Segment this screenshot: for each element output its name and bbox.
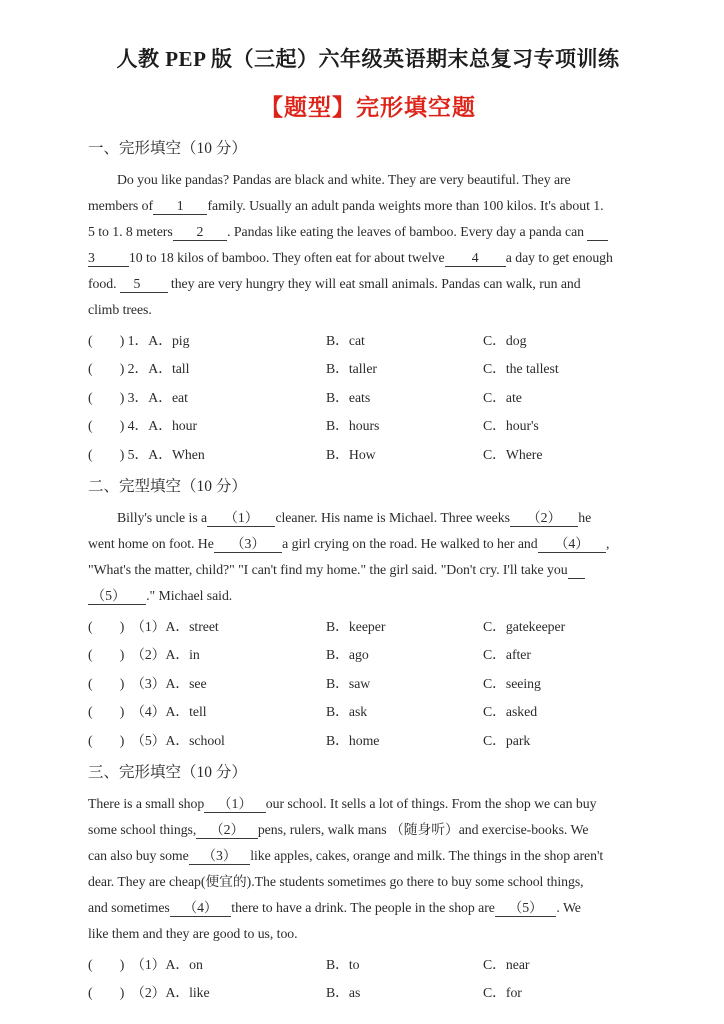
option-a: A．see (165, 675, 207, 691)
option-a-cell (88, 327, 326, 355)
option-c: C．seeing (483, 675, 541, 691)
passage-line: climb trees. (88, 302, 152, 317)
option-c: C．dog (483, 333, 527, 348)
passage-line: "What's the matter, child?" "I can't find my home." the girl said. "Don't cry. I'll take you (88, 557, 648, 583)
option-c: C．asked (483, 704, 538, 720)
option-a: A．pig (148, 333, 190, 348)
blank-underline: 2 (172, 224, 228, 239)
passage-line: 5 to 1. 8 meters 2 . Pandas like eating the leaves of bamboo. Every day a panda can (88, 219, 648, 245)
passage-line: can also buy some （3） like apples, cakes, orange and milk. The things in the shop aren't (88, 847, 604, 863)
section-2-passage (88, 505, 648, 609)
blank-underline: （1） (204, 795, 266, 811)
answer-slot: ( ) （1） (88, 956, 166, 972)
question-row (88, 698, 648, 726)
passage-line: Do you like pandas? Pandas are black and white. They are very beautiful. They are (117, 172, 571, 187)
option-c: C．hour's (483, 418, 539, 434)
option-b: B．ask (326, 704, 368, 720)
passage-line: dear. They are cheap(便宜的).The students sometimes go there to buy some school things, (88, 873, 584, 889)
section-1-options (88, 327, 648, 469)
option-a: A．hour (148, 418, 198, 434)
option-a-cell (88, 613, 326, 641)
passage-line: Billy's uncle is a （1） cleaner. His name is Michael. Three weeks （2） he (117, 509, 592, 525)
blank-underline: （2） (196, 821, 258, 837)
option-c: C．park (483, 732, 531, 748)
option-b: B．saw (326, 675, 371, 691)
option-a-cell (88, 384, 326, 412)
question-row (88, 412, 648, 440)
blank-underline (587, 224, 607, 241)
blank-underline: （4） (537, 535, 606, 551)
option-b: B．ago (326, 647, 369, 663)
answer-slot: ( ) （5） (88, 732, 166, 748)
answer-slot: ( ) 5． (88, 446, 149, 462)
section-2-options (88, 613, 648, 755)
answer-slot: ( ) （1） (88, 618, 166, 634)
answer-slot: ( ) （4） (88, 704, 166, 720)
passage-line: food. 5 they are very hungry they will eat small animals. Pandas can walk, run and (88, 276, 581, 291)
section-1-heading: 一、完形填空（10 分） (88, 140, 247, 157)
option-b: B．eats (326, 389, 371, 405)
blank-underline: （2） (509, 509, 579, 525)
question-row (88, 979, 648, 1007)
option-c: C．gatekeeper (483, 618, 566, 634)
answer-slot: ( ) （2） (88, 985, 166, 1001)
option-b: B．home (326, 732, 380, 748)
blank-underline: 1 (153, 198, 208, 213)
document-subtitle: 【题型】完形填空题 (260, 94, 476, 120)
option-a-cell (88, 979, 326, 1007)
answer-slot: ( ) （3） (88, 675, 166, 691)
question-row (88, 670, 648, 698)
question-row (88, 613, 648, 641)
option-a-cell (88, 951, 326, 979)
question-row (88, 384, 648, 412)
option-a-cell (88, 641, 326, 669)
blank-underline: （1） (207, 509, 276, 525)
passage-line: some school things, （2） pens, rulers, walk mans （随身听）and exercise-books. We (88, 821, 589, 837)
question-row (88, 641, 648, 669)
option-b: B．cat (326, 333, 365, 348)
question-row (88, 355, 648, 383)
answer-slot: ( ) （2） (88, 647, 166, 663)
section-3-passage (88, 791, 648, 947)
option-a: A．like (165, 985, 210, 1001)
section-1-passage (88, 167, 648, 323)
answer-slot: ( ) 4． (88, 418, 149, 434)
blank-underline: （3） (188, 847, 251, 863)
answer-slot: ( ) 2． (88, 361, 149, 377)
option-a: A．tell (165, 704, 207, 720)
option-c: C．near (483, 956, 530, 972)
option-b: B．taller (326, 361, 377, 377)
option-a: A．on (165, 956, 203, 972)
option-a-cell (88, 727, 326, 755)
option-a-cell (88, 355, 326, 383)
option-a-cell (88, 441, 326, 469)
answer-slot: ( ) 1． (88, 333, 149, 348)
option-c: C．ate (483, 389, 522, 405)
option-c: C．Where (483, 446, 543, 462)
document-title: 人教 PEP 版（三起）六年级英语期末总复习专项训练 (116, 47, 620, 71)
option-a-cell (88, 670, 326, 698)
option-b: B．How (326, 446, 376, 462)
section-3-options (88, 951, 648, 1008)
blank-underline (568, 562, 585, 579)
option-a: A．When (148, 446, 205, 462)
passage-line: like them and they are good to us, too. (88, 925, 298, 941)
section-2-heading: 二、完型填空（10 分） (88, 477, 247, 495)
passage-line: （5） ." Michael said. (88, 587, 233, 603)
option-a: A．in (165, 647, 200, 663)
option-c: C．after (483, 647, 531, 663)
question-row (88, 727, 648, 755)
blank-underline: （4） (169, 899, 232, 915)
blank-underline: 4 (444, 250, 506, 265)
question-row (88, 951, 648, 979)
section-cloze-3 (88, 761, 648, 1008)
blank-underline: 3 (88, 250, 129, 265)
answer-slot: ( ) 3． (88, 389, 149, 405)
option-a-cell (88, 698, 326, 726)
option-b: B．to (326, 956, 360, 972)
option-a: A．tall (148, 361, 190, 377)
passage-line: went home on foot. He （3） a girl crying on the road. He walked to her and （4） , (88, 535, 610, 551)
blank-underline: （5） (494, 899, 557, 915)
option-a: A．eat (148, 389, 188, 405)
option-a: A．school (165, 732, 225, 748)
passage-line: and sometimes （4） there to have a drink. The people in the shop are （5） . We (88, 899, 581, 915)
option-c: C．the tallest (483, 361, 559, 377)
question-row (88, 441, 648, 469)
option-b: B．hours (326, 418, 380, 434)
option-a: A．street (165, 618, 219, 634)
blank-underline: 5 (119, 276, 168, 291)
option-b: B．as (326, 985, 361, 1001)
blank-underline: （3） (213, 535, 283, 551)
passage-line: members of 1 family. Usually an adult panda weights more than 100 kilos. It's about 1. (88, 198, 604, 213)
question-row (88, 327, 648, 355)
section-cloze-1 (88, 137, 648, 469)
section-3-heading: 三、完形填空（10 分） (88, 763, 247, 781)
option-c: C．for (483, 985, 522, 1001)
blank-underline: （5） (88, 587, 147, 603)
option-b: B．keeper (326, 618, 386, 634)
section-cloze-2 (88, 475, 648, 755)
option-a-cell (88, 412, 326, 440)
passage-line: There is a small shop （1） our school. It sells a lot of things. From the shop we can buy (88, 795, 597, 811)
passage-line: 3 10 to 18 kilos of bamboo. They often eat for about twelve 4 a day to get enough (88, 250, 613, 265)
